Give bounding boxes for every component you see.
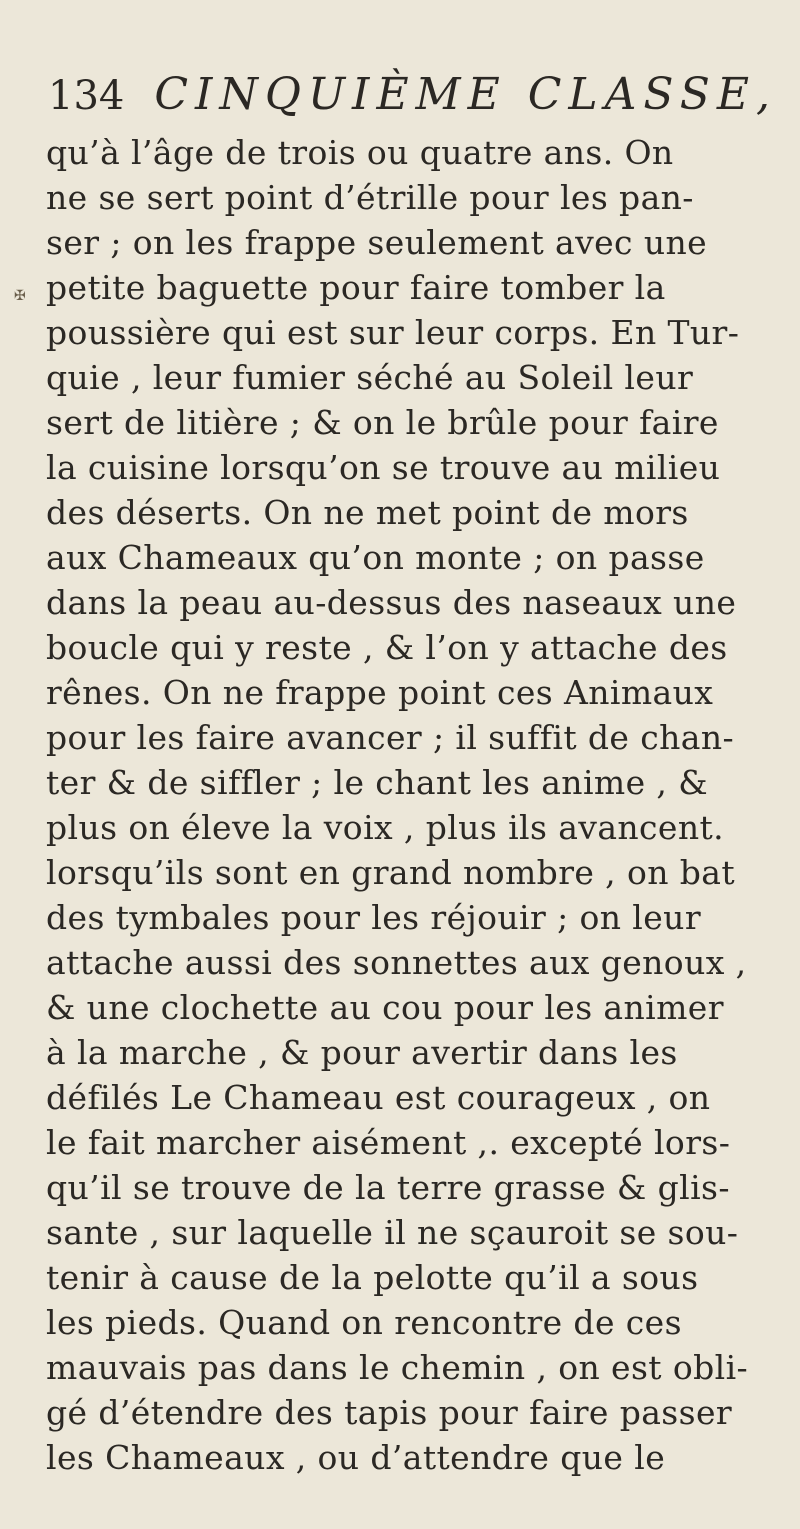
text-line: attache aussi des sonnettes aux genoux , bbox=[46, 943, 747, 982]
text-line: sante , sur laquelle il ne sçauroit se sou- bbox=[46, 1213, 739, 1252]
page-header bbox=[48, 69, 777, 120]
text-line: les Chameaux , ou d’attendre que le bbox=[46, 1438, 666, 1477]
text-line: la cuisine lorsqu’on se trouve au milieu bbox=[46, 448, 721, 487]
text-line: boucle qui y reste , & l’on y attache des bbox=[46, 628, 728, 667]
text-line: plus on éleve la voix , plus ils avancent. bbox=[46, 808, 725, 847]
running-title: CINQUIÈME CLASSE, bbox=[154, 69, 777, 120]
text-line: gé d’étendre des tapis pour faire passer bbox=[46, 1393, 733, 1432]
text-line: tenir à cause de la pelotte qu’il a sous bbox=[46, 1258, 699, 1297]
text-line: les pieds. Quand on rencontre de ces bbox=[46, 1303, 682, 1342]
text-line: ser ; on les frappe seulement avec une bbox=[46, 223, 708, 262]
text-line: poussière qui est sur leur corps. En Tur- bbox=[46, 313, 740, 352]
text-line: des tymbales pour les réjouir ; on leur bbox=[46, 898, 702, 937]
text-line: qu’à l’âge de trois ou quatre ans. On bbox=[46, 133, 674, 172]
text-line: ne se sert point d’étrille pour les pan- bbox=[46, 178, 694, 217]
body-text bbox=[46, 130, 776, 1480]
text-line: qu’il se trouve de la terre grasse & glis- bbox=[46, 1168, 730, 1207]
text-line: dans la peau au-dessus des naseaux une bbox=[46, 583, 737, 622]
text-line: petite baguette pour faire tomber la bbox=[46, 268, 666, 307]
margin-mark-icon: ✠ bbox=[14, 288, 26, 304]
text-line: à la marche , & pour avertir dans les bbox=[46, 1033, 678, 1072]
text-line: mauvais pas dans le chemin , on est obli- bbox=[46, 1348, 749, 1387]
text-line: lorsqu’ils sont en grand nombre , on bat bbox=[46, 853, 736, 892]
text-line: quie , leur fumier séché au Soleil leur bbox=[46, 358, 694, 397]
page-number: 134 bbox=[48, 73, 125, 119]
text-line: pour les faire avancer ; il suffit de chan- bbox=[46, 718, 735, 757]
text-line: ter & de siffler ; le chant les anime , & bbox=[46, 763, 708, 802]
text-line: le fait marcher aisément ,. excepté lors- bbox=[46, 1123, 731, 1162]
text-line: rênes. On ne frappe point ces Animaux bbox=[46, 673, 714, 712]
text-line: & une clochette au cou pour les animer bbox=[46, 988, 724, 1027]
text-line: sert de litière ; & on le brûle pour faire bbox=[46, 403, 719, 442]
text-line: défilés Le Chameau est courageux , on bbox=[46, 1078, 711, 1117]
text-line: des déserts. On ne met point de mors bbox=[46, 493, 689, 532]
text-line: aux Chameaux qu’on monte ; on passe bbox=[46, 538, 705, 577]
